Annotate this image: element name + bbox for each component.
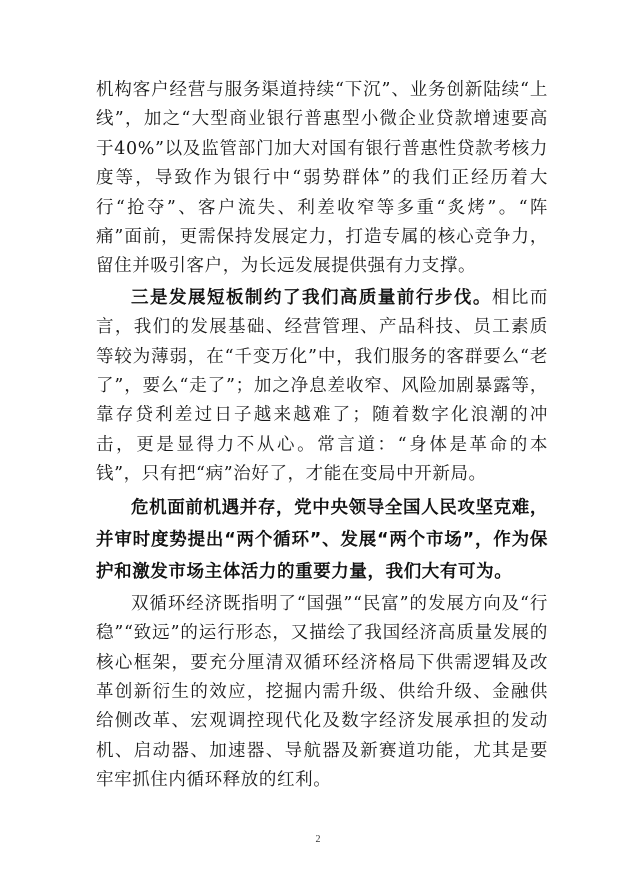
paragraph-1 xyxy=(96,76,548,282)
paragraph-3-text: 危机面前机遇并存，党中央领导全国人民攻坚克难，并审时度势提出“两个循环”、发展“两个市场”，作为保护和激发市场主体活力的重要力量，我们大有可为。 xyxy=(96,497,548,582)
page-number: 2 xyxy=(315,834,321,845)
paragraph-4 xyxy=(96,590,548,796)
paragraph-1-text: 机构客户经营与服务渠道持续“下沉”、业务创新陆续“上线”，加之“大型商业银行普惠型小微企业贷款增速要高于40%”以及监管部门加大对国有银行普惠性贷款考核力度等，导致作为银行中“弱势群体”的我们正经历着大行“抢夺”、客户流失、利差收窄等多重“炙烤”。“阵痛”面前，更需保持发展定力，打造专属的核心竞争力，留住并吸引客户，为长远发展提供强有力支撑。 xyxy=(96,80,548,277)
paragraph-2 xyxy=(96,284,548,490)
paragraph-3 xyxy=(96,492,548,588)
body-text xyxy=(96,76,548,796)
paragraph-2-lead: 三是发展短板制约了我们高质量前行步伐。 xyxy=(131,287,492,308)
paragraph-4-text: 双循环经济既指明了“国强”“民富”的发展方向及“行稳”“致远”的运行形态，又描绘了我国经济高质量发展的核心框架，要充分厘清双循环经济格局下供需逻辑及改革创新衍生的效应，挖掘内需升级、供给升级、金融供给侧改革、宏观调控现代化及数字经济发展承担的发动机、启动器、加速器、导航器及新赛道功能，尤其是要牢牢抓住内循环释放的红利。 xyxy=(96,593,548,791)
paragraph-2-text: 相比而言，我们的发展基础、经营管理、产品科技、员工素质等较为薄弱，在“千变万化”中，我们服务的客群要么“老了”，要么“走了”；加之净息差收窄、风险加剧暴露等，靠存贷利差过日子越来越难了；随着数字化浪潮的冲击，更是显得力不从心。常言道：“身体是革命的本钱”，只有把“病”治好了，才能在变局中开新局。 xyxy=(96,287,548,485)
